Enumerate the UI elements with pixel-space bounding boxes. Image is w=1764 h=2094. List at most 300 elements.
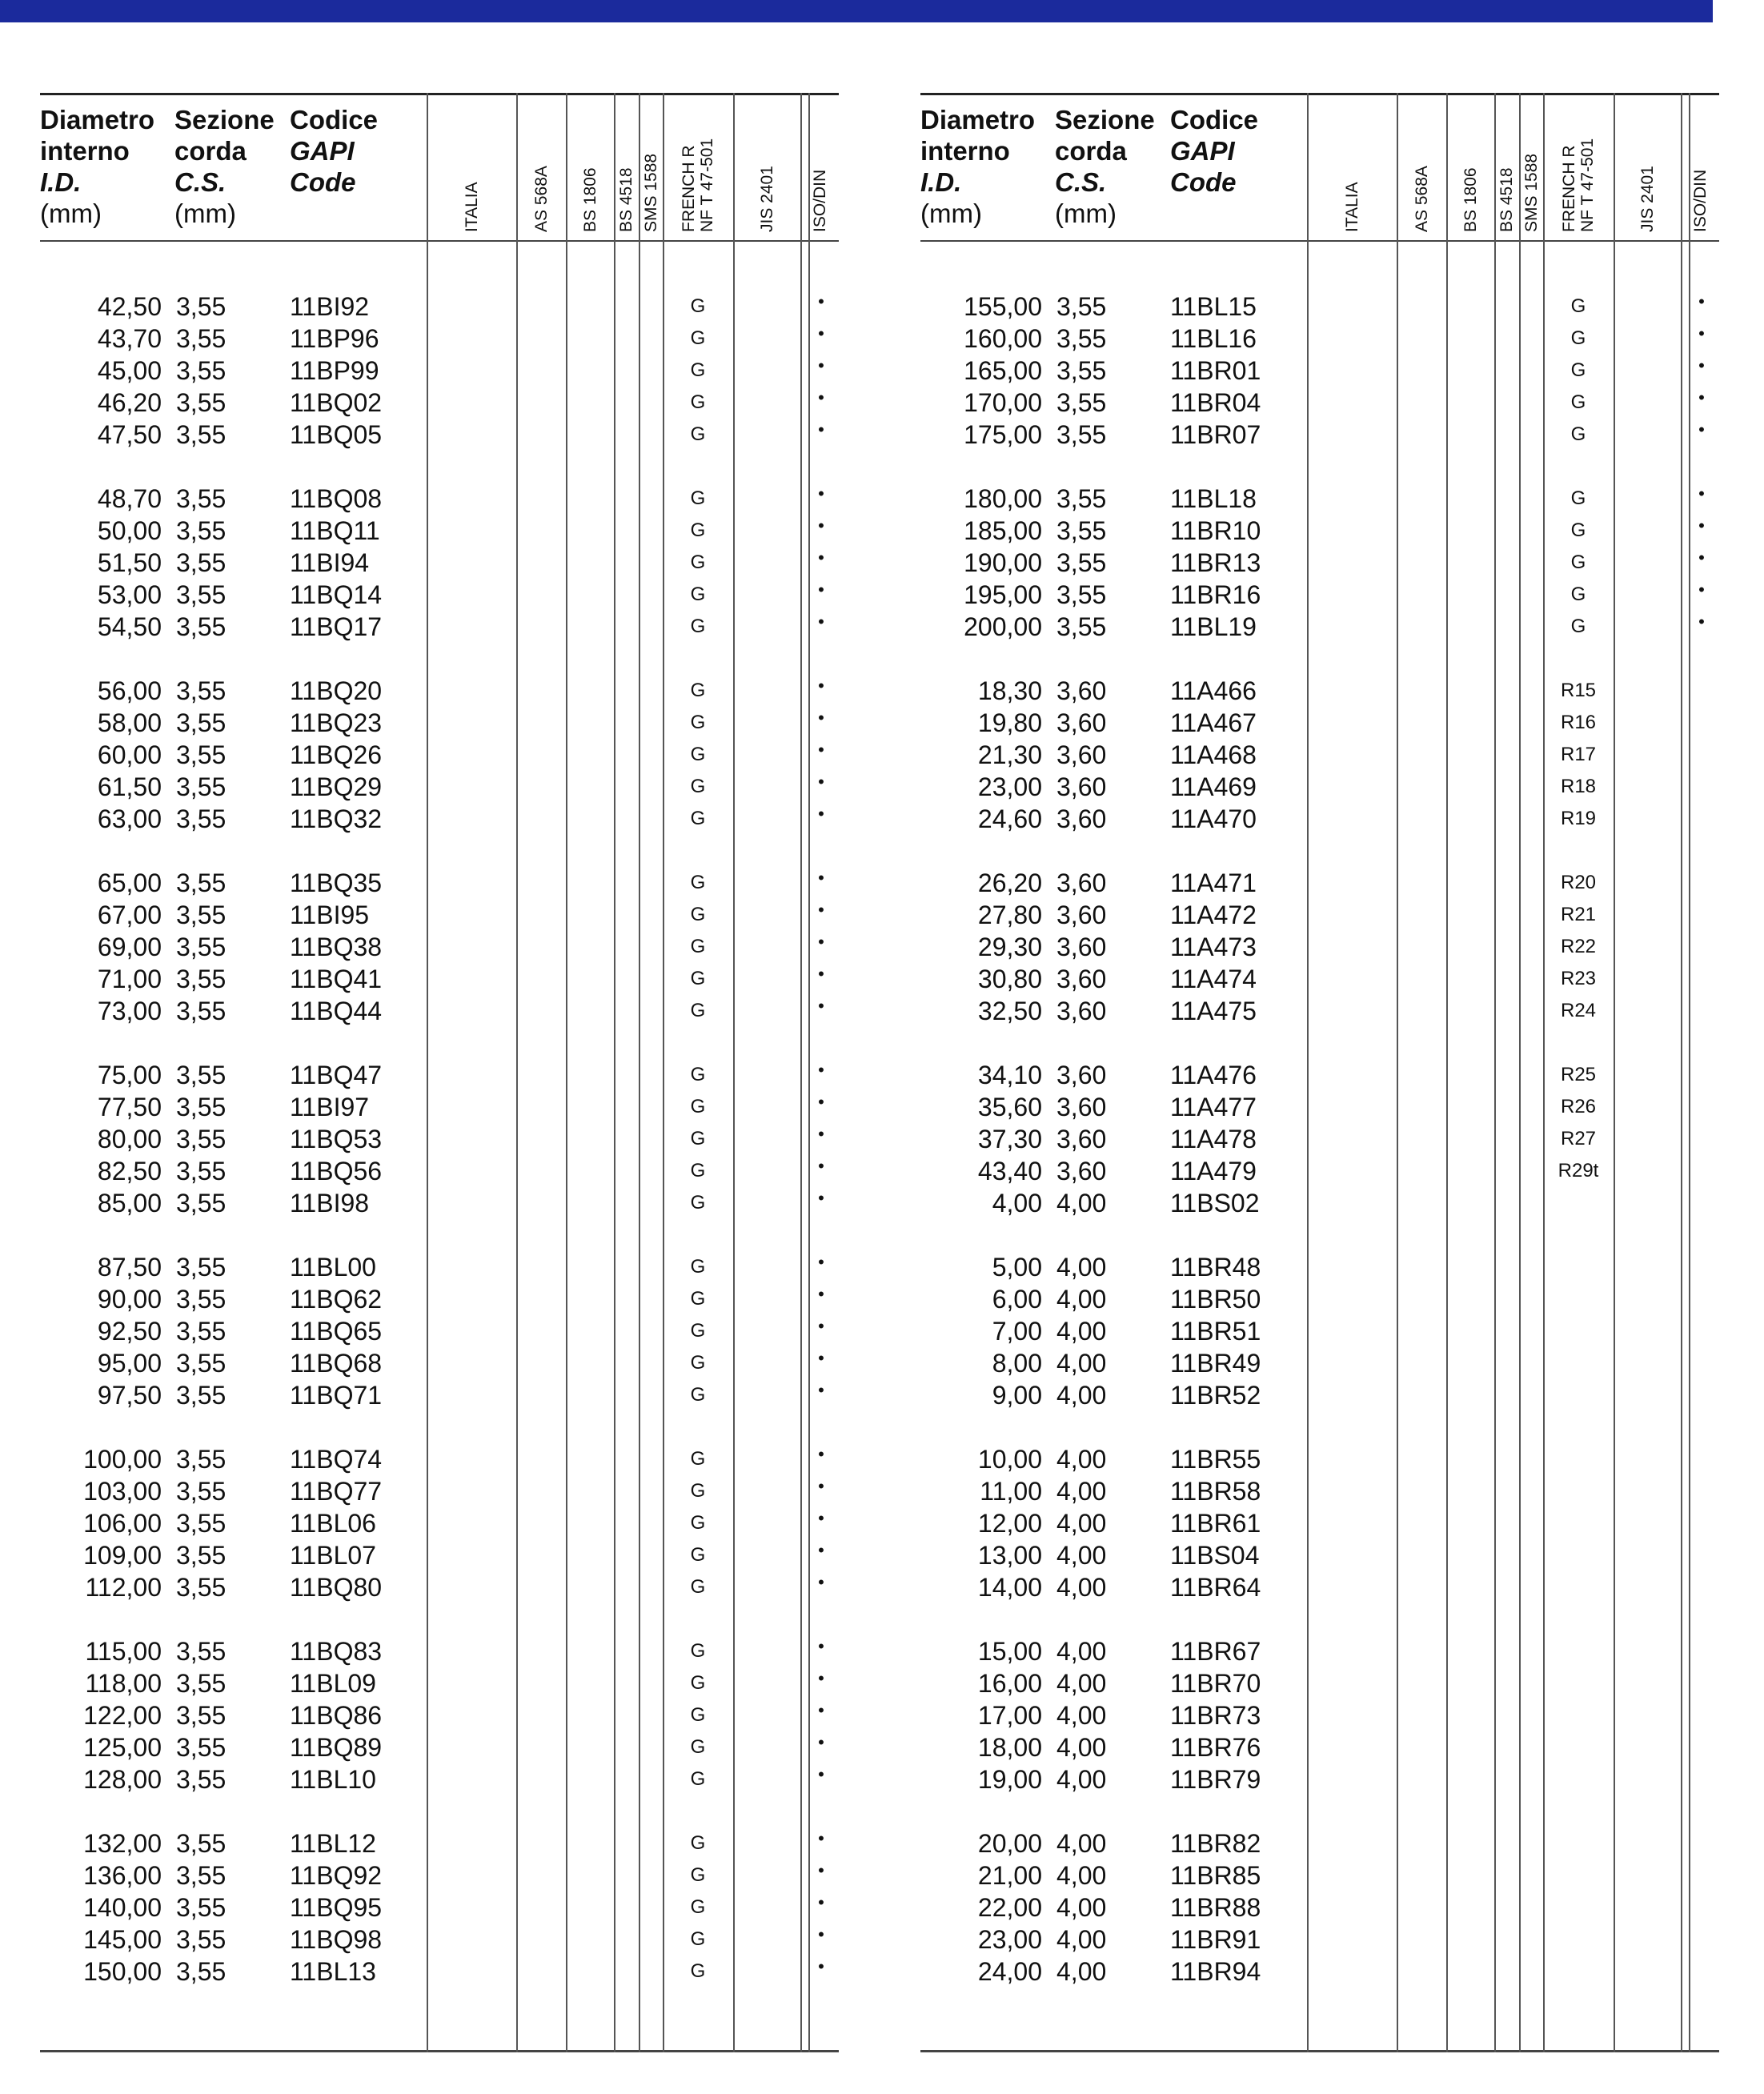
header-inner-diameter-line: (mm) (920, 199, 982, 228)
header-gapi-code-line: Codice (1170, 105, 1259, 134)
table-row (920, 387, 1719, 419)
cell-inner-diameter: 18,00 (977, 1733, 1042, 1762)
cell-gapi-code: 11BL00 (290, 1253, 376, 1282)
table-row (40, 579, 839, 611)
header-standard-label: ITALIA (462, 182, 481, 232)
cell-inner-diameter: 106,00 (83, 1509, 162, 1538)
table-row (920, 1859, 1719, 1891)
cell-cross-section: 4,00 (1056, 1829, 1107, 1858)
cell-cross-section: 3,55 (1056, 580, 1107, 609)
cell-inner-diameter: 103,00 (83, 1477, 162, 1506)
table-row (920, 515, 1719, 547)
cell-cross-section: 3,55 (1056, 292, 1107, 321)
cell-inner-diameter: 85,00 (97, 1189, 162, 1217)
cell-iso-din-mark: • (818, 1156, 824, 1176)
cell-cross-section: 3,60 (1056, 1093, 1107, 1121)
cell-gapi-code: 11BQ08 (290, 484, 383, 513)
table-row (40, 1091, 839, 1123)
cell-gapi-code: 11BR04 (1170, 388, 1261, 417)
cell-inner-diameter: 180,00 (964, 484, 1042, 513)
cell-gapi-code: 11BQ32 (290, 804, 383, 833)
cell-inner-diameter: 175,00 (964, 420, 1042, 449)
cell-iso-din-mark: • (1698, 387, 1705, 407)
table-row (920, 675, 1719, 707)
cell-inner-diameter: 5,00 (992, 1253, 1042, 1282)
cell-french-standard: G (690, 1000, 706, 1021)
cell-inner-diameter: 17,00 (977, 1701, 1042, 1730)
header-cross-section-line: corda (1055, 136, 1127, 166)
row-group (40, 1059, 839, 1219)
cell-french-standard: G (690, 808, 706, 829)
cell-inner-diameter: 30,80 (977, 965, 1042, 993)
cell-gapi-code: 11BR91 (1170, 1925, 1261, 1954)
cell-cross-section: 4,00 (1056, 1317, 1107, 1346)
table-row (40, 611, 839, 643)
cell-french-standard: G (690, 1480, 706, 1502)
table-row (920, 547, 1719, 579)
table-row (40, 1859, 839, 1891)
cell-iso-din-mark: • (818, 1572, 824, 1592)
cell-gapi-code: 11BQ05 (290, 420, 383, 449)
cell-gapi-code: 11A467 (1170, 708, 1257, 737)
row-group (40, 1443, 839, 1603)
cell-inner-diameter: 14,00 (977, 1573, 1042, 1602)
table-rule-botline (40, 2050, 839, 2052)
cell-inner-diameter: 15,00 (977, 1637, 1042, 1666)
table-row (920, 1379, 1719, 1411)
cell-gapi-code: 11BR55 (1170, 1445, 1261, 1474)
cell-gapi-code: 11BL07 (290, 1541, 376, 1570)
cell-gapi-code: 11BQ89 (290, 1733, 383, 1762)
cell-gapi-code: 11BQ74 (290, 1445, 383, 1474)
cell-french-standard: G (690, 487, 706, 509)
cell-gapi-code: 11A473 (1170, 933, 1257, 961)
cell-inner-diameter: 90,00 (97, 1285, 162, 1314)
cell-iso-din-mark: • (818, 804, 824, 824)
header-standard-1 (1307, 95, 1397, 240)
cell-french-standard: G (1570, 391, 1586, 413)
cell-inner-diameter: 73,00 (97, 997, 162, 1025)
cell-french-standard: G (690, 1384, 706, 1406)
cell-cross-section: 3,55 (176, 1509, 227, 1538)
table-row (40, 1475, 839, 1507)
cell-inner-diameter: 75,00 (97, 1061, 162, 1089)
table-row (920, 1091, 1719, 1123)
cell-cross-section: 3,55 (176, 1957, 227, 1986)
cell-gapi-code: 11BR76 (1170, 1733, 1261, 1762)
row-group (920, 1443, 1719, 1603)
cell-inner-diameter: 136,00 (83, 1861, 162, 1890)
cell-iso-din-mark: • (818, 932, 824, 952)
cell-french-standard: G (690, 872, 706, 893)
cell-inner-diameter: 37,30 (977, 1125, 1042, 1153)
row-group (40, 1251, 839, 1411)
cell-french-standard: G (690, 1672, 706, 1694)
table-row (40, 1571, 839, 1603)
cell-gapi-code: 11BQ35 (290, 868, 383, 897)
cell-french-standard: G (690, 1352, 706, 1374)
cell-french-standard: G (690, 584, 706, 605)
table-row (920, 1347, 1719, 1379)
cell-cross-section: 4,00 (1056, 1253, 1107, 1282)
header-standard-3 (566, 95, 614, 240)
cell-inner-diameter: 19,00 (977, 1765, 1042, 1794)
cell-gapi-code: 11BI92 (290, 292, 370, 321)
cell-gapi-code: 11A478 (1170, 1125, 1257, 1153)
cell-gapi-code: 11BQ41 (290, 965, 383, 993)
cell-gapi-code: 11BR16 (1170, 580, 1261, 609)
table-row (40, 1187, 839, 1219)
cell-gapi-code: 11A477 (1170, 1093, 1257, 1121)
cell-inner-diameter: 10,00 (977, 1445, 1042, 1474)
cell-french-standard: R26 (1560, 1096, 1597, 1117)
cell-inner-diameter: 82,50 (97, 1157, 162, 1185)
header-standard-label: ISO/DIN (810, 169, 829, 232)
cell-gapi-code: 11BL19 (1170, 612, 1257, 641)
cell-inner-diameter: 26,20 (977, 868, 1042, 897)
cell-french-standard: G (1570, 552, 1586, 573)
cell-gapi-code: 11BR10 (1170, 516, 1261, 545)
cell-gapi-code: 11BQ44 (290, 997, 383, 1025)
header-inner-diameter-line: I.D. (920, 167, 962, 197)
cell-inner-diameter: 60,00 (97, 740, 162, 769)
table-row (40, 803, 839, 835)
table-row (920, 931, 1719, 963)
cell-inner-diameter: 32,50 (977, 997, 1042, 1025)
header-standard-label: ITALIA (1342, 182, 1361, 232)
cell-cross-section: 3,55 (176, 1733, 227, 1762)
table-row (40, 419, 839, 451)
cell-cross-section: 3,55 (176, 1861, 227, 1890)
cell-inner-diameter: 53,00 (97, 580, 162, 609)
cell-gapi-code: 11BL15 (1170, 292, 1257, 321)
cell-cross-section: 3,60 (1056, 1125, 1107, 1153)
cell-inner-diameter: 128,00 (83, 1765, 162, 1794)
cell-inner-diameter: 160,00 (964, 324, 1042, 353)
header-gapi-code-line: GAPI (1170, 136, 1235, 166)
header-standard-label: AS 568A (531, 166, 551, 232)
cell-inner-diameter: 51,50 (97, 548, 162, 577)
table-row (920, 707, 1719, 739)
cell-iso-din-mark: • (818, 1956, 824, 1976)
cell-cross-section: 3,55 (176, 1061, 227, 1089)
header-standard-5 (639, 95, 663, 240)
cell-gapi-code: 11A468 (1170, 740, 1257, 769)
cell-french-standard: R22 (1560, 936, 1597, 957)
cell-cross-section: 4,00 (1056, 1765, 1107, 1794)
cell-cross-section: 4,00 (1056, 1445, 1107, 1474)
cell-inner-diameter: 8,00 (992, 1349, 1042, 1378)
cell-inner-diameter: 69,00 (97, 933, 162, 961)
row-group (920, 867, 1719, 1027)
top-color-bar (0, 0, 1713, 22)
cell-inner-diameter: 16,00 (977, 1669, 1042, 1698)
cell-gapi-code: 11BQ17 (290, 612, 383, 641)
cell-gapi-code: 11BQ26 (290, 740, 383, 769)
header-standard-6 (663, 95, 733, 240)
header-standard-3 (1446, 95, 1494, 240)
cell-gapi-code: 11BQ68 (290, 1349, 383, 1378)
cell-inner-diameter: 77,50 (97, 1093, 162, 1121)
cell-cross-section: 4,00 (1056, 1957, 1107, 1986)
table-row (920, 1763, 1719, 1795)
cell-inner-diameter: 6,00 (992, 1285, 1042, 1314)
table-row (920, 1123, 1719, 1155)
cell-cross-section: 3,60 (1056, 804, 1107, 833)
table-row (920, 483, 1719, 515)
cell-french-standard: G (1570, 295, 1586, 317)
cell-inner-diameter: 13,00 (977, 1541, 1042, 1570)
table-row (40, 291, 839, 323)
cell-inner-diameter: 35,60 (977, 1093, 1042, 1121)
cell-inner-diameter: 18,30 (977, 676, 1042, 705)
cell-gapi-code: 11BR73 (1170, 1701, 1261, 1730)
cell-gapi-code: 11BR79 (1170, 1765, 1261, 1794)
cell-gapi-code: 11A471 (1170, 868, 1257, 897)
cell-iso-din-mark: • (818, 1636, 824, 1656)
cell-gapi-code: 11BR48 (1170, 1253, 1261, 1282)
cell-inner-diameter: 170,00 (964, 388, 1042, 417)
cell-inner-diameter: 190,00 (964, 548, 1042, 577)
cell-french-standard: G (690, 1160, 706, 1181)
table-row (40, 1763, 839, 1795)
cell-french-standard: R19 (1560, 808, 1597, 829)
cell-french-standard: G (690, 1832, 706, 1854)
cell-cross-section: 3,55 (176, 1573, 227, 1602)
header-standard-label: BS 4518 (617, 167, 635, 232)
cell-gapi-code: 11BL12 (290, 1829, 376, 1858)
cell-gapi-code: 11BQ71 (290, 1381, 383, 1410)
cell-cross-section: 3,60 (1056, 997, 1107, 1025)
cell-cross-section: 3,55 (176, 708, 227, 737)
cell-cross-section: 3,55 (176, 1541, 227, 1570)
cell-iso-din-mark: • (818, 1828, 824, 1848)
cell-gapi-code: 11BS04 (1170, 1541, 1260, 1570)
cell-french-standard: G (690, 1704, 706, 1726)
cell-gapi-code: 11BR50 (1170, 1285, 1261, 1314)
header-cross-section-line: Sezione (1055, 105, 1155, 134)
header-inner-diameter-line: Diametro (920, 105, 1036, 134)
table-row (40, 1539, 839, 1571)
cell-gapi-code: 11BR82 (1170, 1829, 1261, 1858)
cell-inner-diameter: 19,80 (977, 708, 1042, 737)
cell-iso-din-mark: • (818, 1732, 824, 1752)
table-row (40, 867, 839, 899)
cell-gapi-code: 11BQ29 (290, 772, 383, 801)
cell-cross-section: 4,00 (1056, 1509, 1107, 1538)
cell-inner-diameter: 24,60 (977, 804, 1042, 833)
cell-inner-diameter: 80,00 (97, 1125, 162, 1153)
cell-gapi-code: 11BQ65 (290, 1317, 383, 1346)
cell-cross-section: 4,00 (1056, 1733, 1107, 1762)
cell-french-standard: G (690, 616, 706, 637)
cell-gapi-code: 11BR01 (1170, 356, 1261, 385)
cell-inner-diameter: 29,30 (977, 933, 1042, 961)
table-row (40, 1059, 839, 1091)
table-row (40, 1731, 839, 1763)
header-cross-section-line: (mm) (174, 199, 236, 228)
header-standard-2 (516, 95, 566, 240)
row-group (920, 675, 1719, 835)
cell-french-standard: G (690, 936, 706, 957)
table-row (40, 1667, 839, 1699)
cell-inner-diameter: 145,00 (83, 1925, 162, 1954)
cell-cross-section: 3,55 (1056, 356, 1107, 385)
cell-gapi-code: 11BQ80 (290, 1573, 383, 1602)
table-row (920, 419, 1719, 451)
cell-inner-diameter: 23,00 (977, 772, 1042, 801)
cell-cross-section: 3,60 (1056, 1157, 1107, 1185)
cell-gapi-code: 11BL18 (1170, 484, 1257, 513)
table-row (40, 1699, 839, 1731)
cell-french-standard: G (1570, 584, 1586, 605)
cell-gapi-code: 11BQ95 (290, 1893, 383, 1922)
cell-inner-diameter: 45,00 (97, 356, 162, 385)
cell-cross-section: 3,55 (1056, 388, 1107, 417)
cell-iso-din-mark: • (818, 355, 824, 375)
cell-inner-diameter: 112,00 (85, 1573, 162, 1602)
cell-iso-din-mark: • (1698, 323, 1705, 343)
cell-gapi-code: 11BS02 (1170, 1189, 1260, 1217)
table-row (40, 675, 839, 707)
cell-cross-section: 3,55 (176, 484, 227, 513)
cell-iso-din-mark: • (818, 1508, 824, 1528)
table-row (920, 1251, 1719, 1283)
header-gapi-code-line: Codice (290, 105, 379, 134)
cell-french-standard: G (690, 295, 706, 317)
table-row (40, 1123, 839, 1155)
header-cross-section-line: Sezione (174, 105, 275, 134)
cell-inner-diameter: 132,00 (83, 1829, 162, 1858)
table-row (40, 1315, 839, 1347)
cell-cross-section: 3,55 (176, 548, 227, 577)
cell-french-standard: G (690, 1864, 706, 1886)
cell-iso-din-mark: • (818, 1444, 824, 1464)
table-row (920, 963, 1719, 995)
table-row (920, 1571, 1719, 1603)
header-standard-label: SMS 1588 (641, 153, 660, 232)
cell-gapi-code: 11A479 (1170, 1157, 1257, 1185)
cell-gapi-code: 11A466 (1170, 676, 1257, 705)
cell-french-standard: G (690, 1320, 706, 1342)
cell-gapi-code: 11BQ47 (290, 1061, 383, 1089)
cell-cross-section: 3,55 (176, 997, 227, 1025)
row-group (920, 1635, 1719, 1795)
table-row (40, 355, 839, 387)
cell-gapi-code: 11BQ14 (290, 580, 383, 609)
cell-french-standard: G (690, 1288, 706, 1310)
cell-french-standard: G (690, 968, 706, 989)
cell-cross-section: 3,55 (176, 1157, 227, 1185)
cell-iso-din-mark: • (818, 1188, 824, 1208)
cell-iso-din-mark: • (818, 1860, 824, 1880)
cell-inner-diameter: 61,50 (97, 772, 162, 801)
row-group (920, 1827, 1719, 1988)
row-group (40, 1635, 839, 1795)
cell-cross-section: 3,55 (176, 324, 227, 353)
cell-french-standard: R17 (1560, 744, 1597, 765)
cell-cross-section: 3,55 (176, 1669, 227, 1698)
cell-inner-diameter: 43,40 (977, 1157, 1042, 1185)
cell-inner-diameter: 56,00 (97, 676, 162, 705)
cell-cross-section: 3,55 (176, 901, 227, 929)
table-row (920, 803, 1719, 835)
cell-cross-section: 3,55 (176, 420, 227, 449)
right-table (920, 93, 1719, 2052)
row-group (40, 675, 839, 835)
cell-cross-section: 3,55 (176, 292, 227, 321)
cell-inner-diameter: 27,80 (977, 901, 1042, 929)
cell-gapi-code: 11BL13 (290, 1957, 376, 1986)
table-row (40, 1155, 839, 1187)
cell-gapi-code: 11BQ62 (290, 1285, 383, 1314)
cell-cross-section: 4,00 (1056, 1893, 1107, 1922)
cell-french-standard: G (690, 1192, 706, 1213)
cell-inner-diameter: 100,00 (83, 1445, 162, 1474)
cell-inner-diameter: 21,30 (977, 740, 1042, 769)
cell-cross-section: 4,00 (1056, 1861, 1107, 1890)
cell-iso-din-mark: • (818, 1092, 824, 1112)
cell-french-standard: G (690, 1768, 706, 1790)
header-standard-label: JIS 2401 (1638, 166, 1657, 232)
cell-cross-section: 3,60 (1056, 1061, 1107, 1089)
cell-inner-diameter: 140,00 (83, 1893, 162, 1922)
cell-inner-diameter: 115,00 (85, 1637, 162, 1666)
table-row (40, 515, 839, 547)
cell-gapi-code: 11BR13 (1170, 548, 1261, 577)
cell-iso-din-mark: • (818, 387, 824, 407)
cell-french-standard: G (690, 327, 706, 349)
cell-french-standard: R25 (1560, 1064, 1597, 1085)
cell-iso-din-mark: • (818, 740, 824, 760)
header-standard-label: JIS 2401 (757, 166, 776, 232)
cell-gapi-code: 11BI95 (290, 901, 370, 929)
table-row (40, 1956, 839, 1988)
cell-gapi-code: 11BQ98 (290, 1925, 383, 1954)
cell-french-standard: G (1570, 359, 1586, 381)
header-standard-8 (800, 95, 839, 240)
cell-inner-diameter: 7,00 (992, 1317, 1042, 1346)
cell-inner-diameter: 125,00 (83, 1733, 162, 1762)
cell-cross-section: 3,55 (176, 740, 227, 769)
cell-cross-section: 3,55 (176, 1445, 227, 1474)
cell-gapi-code: 11A474 (1170, 965, 1257, 993)
cell-gapi-code: 11A469 (1170, 772, 1257, 801)
table-row (920, 1315, 1719, 1347)
table-row (920, 1731, 1719, 1763)
cell-iso-din-mark: • (818, 1316, 824, 1336)
table-row (920, 579, 1719, 611)
header-inner-diameter-line: interno (920, 136, 1010, 166)
cell-gapi-code: 11BQ02 (290, 388, 383, 417)
header-standard-label: SMS 1588 (1521, 153, 1541, 232)
cell-inner-diameter: 43,70 (97, 324, 162, 353)
cell-french-standard: G (690, 1256, 706, 1278)
cell-inner-diameter: 58,00 (97, 708, 162, 737)
cell-iso-din-mark: • (818, 900, 824, 920)
table-row (920, 1155, 1719, 1187)
table-row (40, 931, 839, 963)
cell-cross-section: 3,55 (176, 388, 227, 417)
cell-cross-section: 3,55 (176, 1285, 227, 1314)
header-cross-section-line: C.S. (174, 167, 227, 197)
cell-french-standard: G (690, 744, 706, 765)
table-row (920, 323, 1719, 355)
cell-cross-section: 3,55 (176, 580, 227, 609)
cell-inner-diameter: 4,00 (992, 1189, 1042, 1217)
table-row (920, 1475, 1719, 1507)
cell-gapi-code: 11BR85 (1170, 1861, 1261, 1890)
